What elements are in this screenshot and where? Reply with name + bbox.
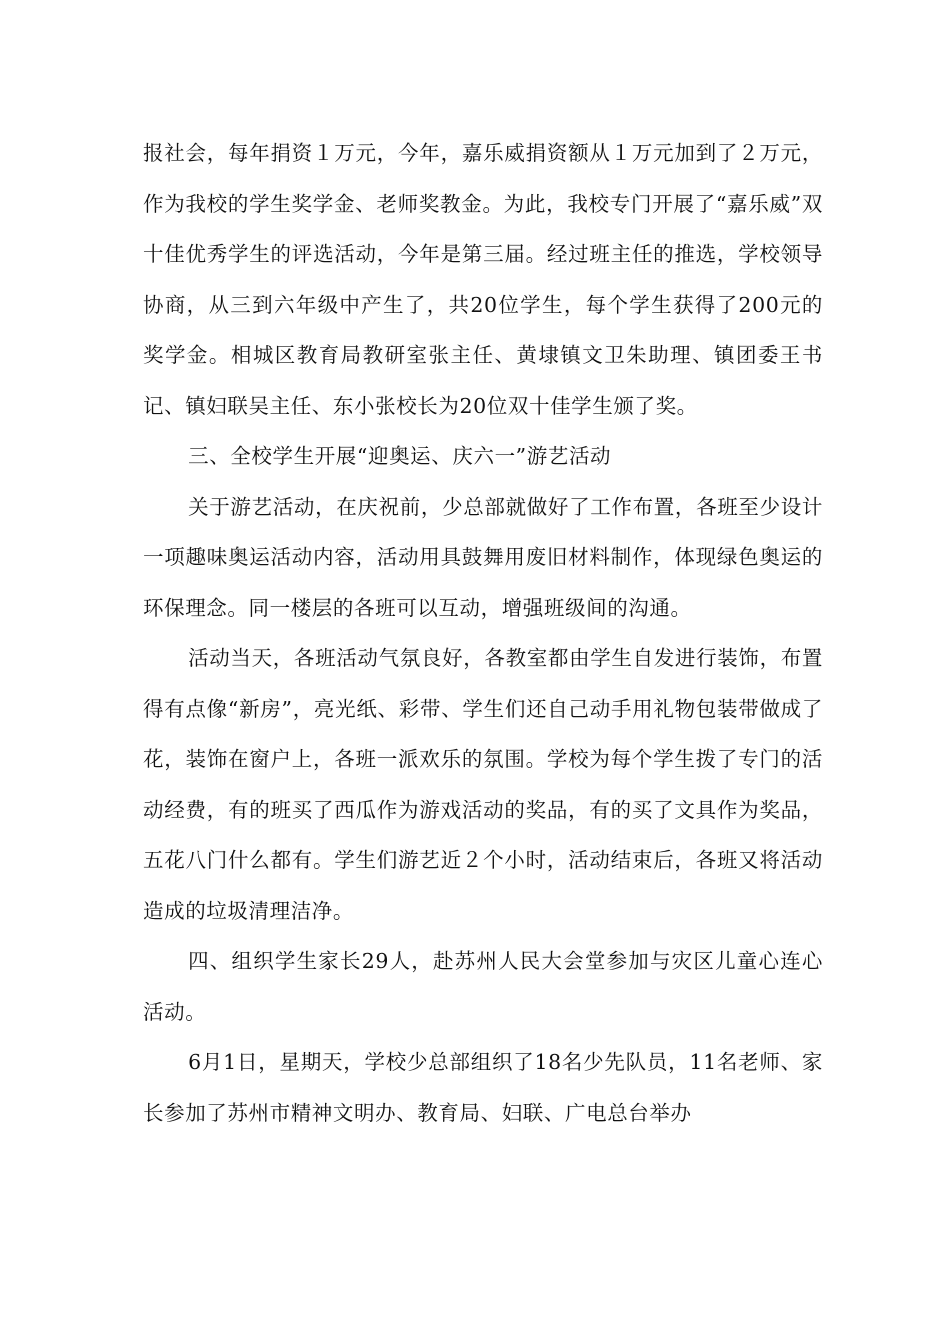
section-heading-parents-trip: 四、组织学生家长29人，赴苏州人民大会堂参加与灾区儿童心连心活动。	[143, 949, 823, 1024]
document-body	[143, 128, 823, 1138]
paragraph-event-day: 活动当天，各班活动气氛良好，各教室都由学生自发进行装饰，布置得有点像“新房”，亮光纸、彩带、学生们还自己动手用礼物包装带做成了花，装饰在窗户上，各班一派欢乐的氛围。学校为每个学生拨了专门的活动经费，有的班买了西瓜作为游戏活动的奖品，有的买了文具作为奖品，五花八门什么都有。学生们游艺近２个小时，活动结束后，各班又将活动造成的垃圾清理洁净。	[143, 646, 823, 923]
paragraph-fun-fair-preparation: 关于游艺活动，在庆祝前，少总部就做好了工作布置，各班至少设计一项趣味奥运活动内容，活动用具鼓舞用废旧材料制作，体现绿色奥运的环保理念。同一楼层的各班可以互动，增强班级间的沟通。	[143, 494, 823, 620]
paragraph-scholarship: 报社会，每年捐资１万元，今年，嘉乐威捐资额从１万元加到了２万元，作为我校的学生奖学金、老师奖教金。为此，我校专门开展了“嘉乐威”双十佳优秀学生的评选活动，今年是第三届。经过班主任的推选，学校领导协商，从三到六年级中产生了，共20位学生，每个学生获得了200元的奖学金。相城区教育局教研室张主任、黄埭镇文卫朱助理、镇团委王书记、镇妇联吴主任、东小张校长为20位双十佳学生颁了奖。	[143, 141, 823, 418]
paragraph-june-first: 6月1日，星期天，学校少总部组织了18名少先队员，11名老师、家长参加了苏州市精神文明办、教育局、妇联、广电总台举办	[143, 1050, 823, 1125]
section-heading-fun-fair: 三、全校学生开展“迎奥运、庆六一”游艺活动	[188, 444, 612, 468]
